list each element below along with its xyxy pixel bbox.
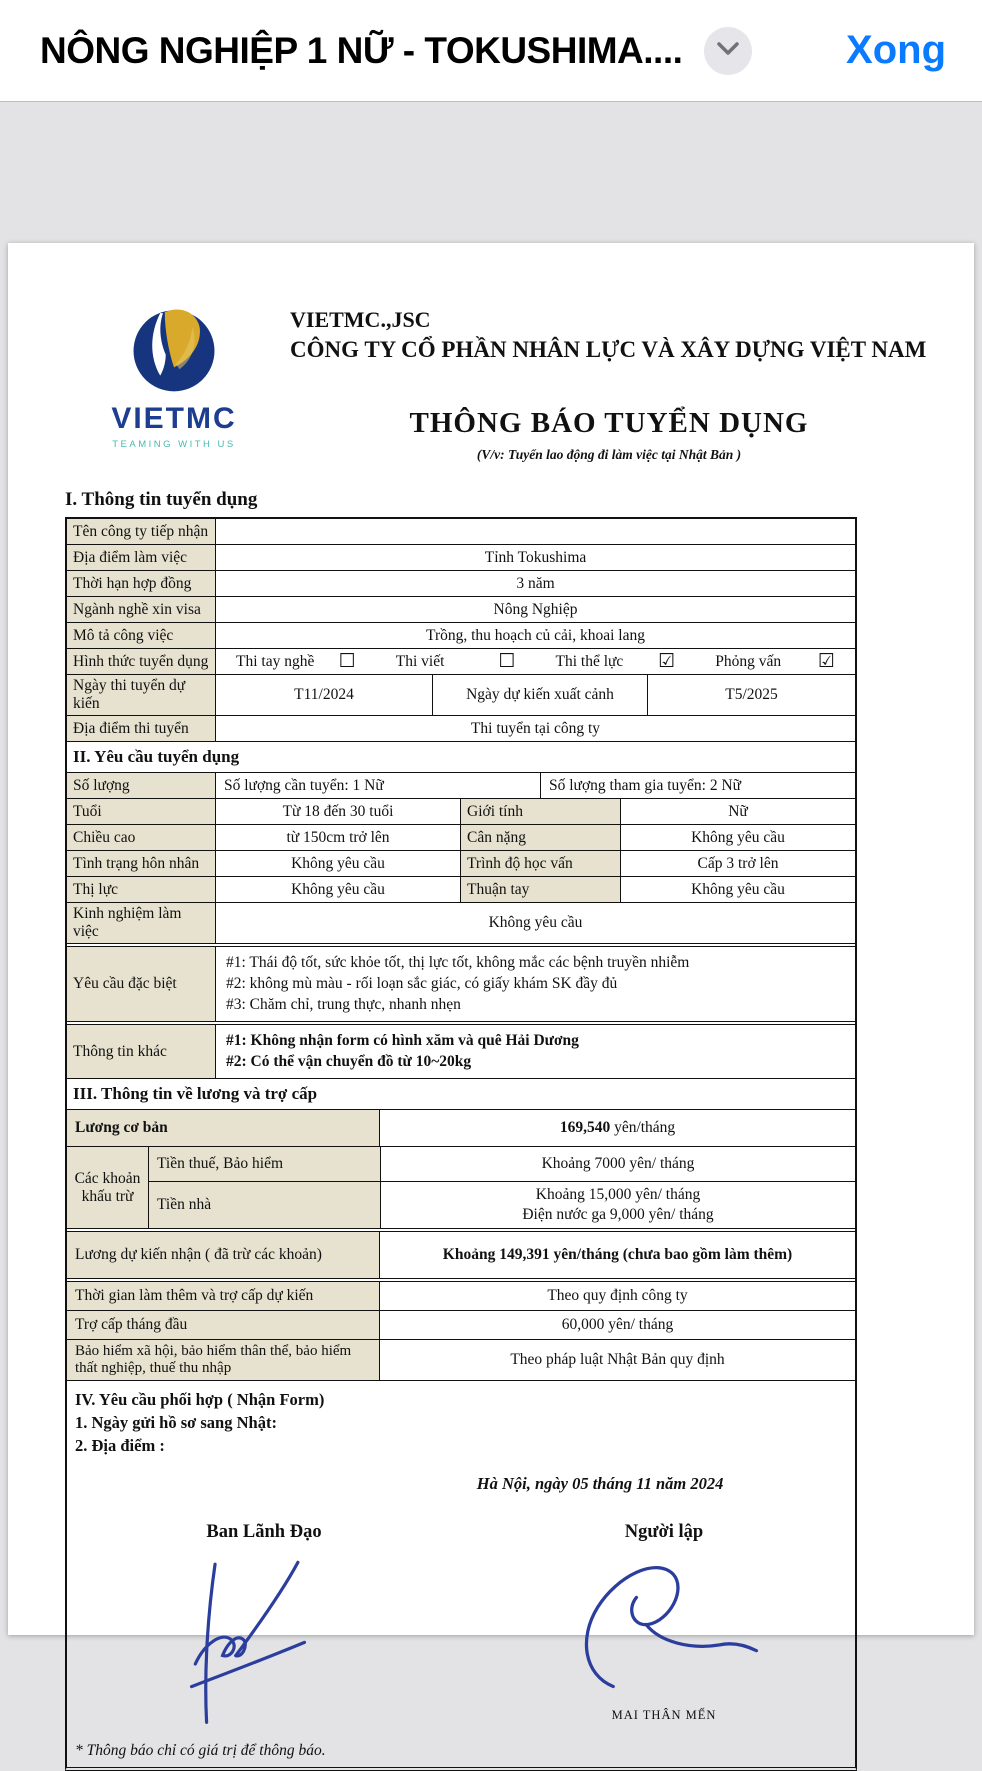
weight-value: Không yêu cầu: [620, 825, 855, 850]
left-signature-icon: [119, 1551, 409, 1734]
education-value: Cấp 3 trở lên: [620, 851, 855, 876]
row-experience: [67, 902, 855, 943]
recruitment-format-label: Hình thức tuyển dụng: [67, 649, 215, 674]
row-deductions: [67, 1146, 855, 1228]
overtime-label: Thời gian làm thêm và trợ cấp dự kiến: [67, 1282, 379, 1310]
first-month-allowance-label: Trợ cấp tháng đầu: [67, 1311, 379, 1339]
first-month-allowance-value: 60,000 yên/ tháng: [379, 1311, 855, 1339]
tax-insurance-label: Tiền thuế, Bảo hiểm: [149, 1147, 380, 1181]
announcement-title: THÔNG BÁO TUYỂN DỤNG: [409, 407, 809, 439]
overtime-value: Theo quy định công ty: [379, 1282, 855, 1310]
education-label: Trình độ học vấn: [460, 851, 620, 876]
housing-label: Tiền nhà: [149, 1182, 380, 1228]
visa-industry-value: Nông Nghiệp: [215, 597, 855, 622]
contract-term-value: 3 năm: [215, 571, 855, 596]
signature-area: [67, 1522, 855, 1734]
special-requirements-value: [215, 947, 855, 1021]
title-dropdown-button[interactable]: [704, 27, 752, 75]
base-salary-unit: yên/tháng: [610, 1119, 676, 1136]
row-age-gender: [67, 798, 855, 824]
document-page: [8, 243, 974, 1759]
job-description-label: Mô tả công việc: [67, 623, 215, 648]
receiving-company-label: Tên công ty tiếp nhận: [67, 519, 215, 544]
quantity-participating: Số lượng tham gia tuyển: 2 Nữ: [540, 773, 855, 798]
gender-value: Nữ: [620, 799, 855, 824]
work-location-label: Địa điểm làm việc: [67, 545, 215, 570]
insurance-value: Theo pháp luật Nhật Bản quy định: [379, 1340, 855, 1380]
gender-label: Giới tính: [460, 799, 620, 824]
section4-line2: 2. Địa điểm :: [75, 1436, 165, 1455]
height-label: Chiều cao: [67, 825, 215, 850]
other-info-label: Thông tin khác: [67, 1025, 215, 1078]
other-info-value: [215, 1025, 855, 1078]
checkbox-checked-icon: ☑: [658, 650, 676, 672]
left-signer-block: [119, 1522, 409, 1734]
experience-value: Không yêu cầu: [215, 903, 855, 943]
marital-label: Tình trạng hôn nhân: [67, 851, 215, 876]
insurance-label: Bảo hiểm xã hội, bảo hiểm thân thể, bảo hiểm thất nghiệp, thuế thu nhập: [67, 1340, 379, 1380]
date-line: Hà Nội, ngày 05 tháng 11 năm 2024: [476, 1474, 724, 1493]
row-height-weight: [67, 824, 855, 850]
row-insurance: [67, 1339, 855, 1380]
deductions-label: Các khoản khấu trừ: [67, 1147, 148, 1228]
checkbox-unchecked-icon: ☐: [338, 650, 356, 672]
footnote: * Thông báo chỉ có giá trị để thông báo.: [75, 1742, 326, 1759]
logo-brand-text: VIETMC: [111, 402, 237, 435]
housing-value-line: Khoảng 15,000 yên/ tháng: [535, 1186, 701, 1203]
hand-value: Không yêu cầu: [620, 877, 855, 902]
special-requirement-item: #2: không mù màu - rối loạn sắc giác, có giấy khám SK đầy đủ: [226, 975, 618, 992]
section3-heading: III. Thông tin về lương và trợ cấp: [67, 1078, 855, 1109]
right-signature-icon: [519, 1551, 809, 1706]
other-info-item: #2: Có thể vận chuyển đồ từ 10~20kg: [226, 1053, 472, 1070]
format-option-label: Thi thể lực: [555, 652, 624, 670]
exam-date-label: Ngày thi tuyển dự kiến: [67, 675, 215, 715]
other-info-item: #1: Không nhận form có hình xăm và quê Hải Dương: [226, 1032, 579, 1049]
row-exam-date: [67, 674, 855, 715]
row-contract-term: [67, 570, 855, 596]
left-signer-title: Ban Lãnh Đạo: [206, 1522, 322, 1542]
row-work-location: [67, 544, 855, 570]
section4-heading: IV. Yêu cầu phối hợp ( Nhận Form): [75, 1390, 325, 1409]
housing-value: [380, 1182, 855, 1228]
row-housing: [149, 1181, 855, 1228]
quantity-needed: Số lượng cần tuyển: 1 Nữ: [215, 773, 540, 798]
letterhead-text: [290, 297, 928, 463]
format-option-label: Thi viết: [395, 652, 445, 670]
format-option-label: Thi tay nghề: [236, 652, 315, 670]
document-canvas[interactable]: [0, 102, 982, 1759]
row-special-requirements: [67, 943, 855, 1021]
row-first-month-allowance: [67, 1310, 855, 1339]
row-job-description: [67, 622, 855, 648]
format-option-skill-test: [216, 649, 376, 674]
weight-label: Cân nặng: [460, 825, 620, 850]
logo-tagline: TEAMING WITH US: [112, 439, 236, 450]
vietmc-logo-mark: [58, 303, 290, 400]
row-net-salary: [67, 1228, 855, 1278]
net-salary-value: Khoảng 149,391 yên/tháng (chưa bao gồm làm thêm): [379, 1232, 855, 1278]
receiving-company-value: [215, 519, 855, 544]
recruitment-form-table: [65, 517, 857, 1771]
marital-value: Không yêu cầu: [215, 851, 460, 876]
visa-industry-label: Ngành nghề xin visa: [67, 597, 215, 622]
row-vision-hand: [67, 876, 855, 902]
exam-place-value: Thi tuyển tại công ty: [215, 716, 855, 741]
right-signer-block: [519, 1522, 809, 1734]
departure-date-label: Ngày dự kiến xuất cảnh: [432, 675, 647, 715]
format-option-interview: [695, 649, 855, 674]
section4-line1: 1. Ngày gửi hồ sơ sang Nhật:: [75, 1413, 277, 1432]
hand-label: Thuận tay: [460, 877, 620, 902]
job-description-value: Trồng, thu hoạch củ cải, khoai lang: [215, 623, 855, 648]
right-signer-title: Người lập: [624, 1522, 704, 1542]
row-visa-industry: [67, 596, 855, 622]
vietmc-logo: [58, 297, 290, 463]
section1-heading: I. Thông tin tuyển dụng: [65, 489, 258, 510]
exam-place-label: Địa điểm thi tuyển: [67, 716, 215, 741]
age-value: Từ 18 đến 30 tuổi: [215, 799, 460, 824]
navigation-bar: [0, 0, 982, 102]
special-requirement-item: #3: Chăm chỉ, trung thực, nhanh nhẹn: [226, 996, 461, 1013]
company-short-name: VIETMC.,JSC: [290, 307, 431, 332]
company-full-name: CÔNG TY CỔ PHẦN NHÂN LỰC VÀ XÂY DỰNG VIỆT NAM: [290, 337, 927, 362]
experience-label: Kinh nghiệm làm việc: [67, 903, 215, 943]
row-tax-insurance: [149, 1147, 855, 1181]
row-quantity: [67, 772, 855, 798]
deductions-rows: [148, 1147, 855, 1228]
height-value: từ 150cm trở lên: [215, 825, 460, 850]
row-exam-place: [67, 715, 855, 741]
row-other-info: [67, 1021, 855, 1078]
row-base-salary: [67, 1109, 855, 1146]
housing-value-line: Điện nước ga 9,000 yên/ tháng: [522, 1206, 714, 1223]
format-option-written-test: [376, 649, 536, 674]
right-signer-name: MAI THÂN MẾN: [611, 1708, 717, 1722]
departure-date-value: T5/2025: [647, 675, 855, 715]
row-marital-education: [67, 850, 855, 876]
special-requirements-label: Yêu cầu đặc biệt: [67, 947, 215, 1021]
format-option-label: Phỏng vấn: [715, 652, 782, 670]
announcement-subtitle: (V/v: Tuyển lao động đi làm việc tại Nhật Bản ): [476, 447, 742, 462]
vision-value: Không yêu cầu: [215, 877, 460, 902]
format-option-physical-test: [536, 649, 696, 674]
age-label: Tuổi: [67, 799, 215, 824]
exam-date-value: T11/2024: [215, 675, 432, 715]
section2-heading: II. Yêu cầu tuyển dụng: [67, 741, 855, 772]
checkbox-unchecked-icon: ☐: [498, 650, 516, 672]
vision-label: Thị lực: [67, 877, 215, 902]
letterhead: [8, 297, 974, 463]
quantity-label: Số lượng: [67, 773, 215, 798]
special-requirement-item: #1: Thái độ tốt, sức khỏe tốt, thị lực tốt, không mắc các bệnh truyền nhiễm: [226, 954, 690, 971]
row-receiving-company: [67, 519, 855, 544]
document-title: NÔNG NGHIỆP 1 NỮ - TOKUSHIMA....: [40, 29, 683, 71]
checkbox-checked-icon: ☑: [817, 650, 835, 672]
tax-insurance-value: Khoảng 7000 yên/ tháng: [380, 1147, 855, 1181]
contract-term-label: Thời hạn hợp đồng: [67, 571, 215, 596]
row-overtime: [67, 1278, 855, 1310]
base-salary-amount: 169,540: [559, 1119, 611, 1136]
base-salary-label: Lương cơ bản: [67, 1110, 379, 1146]
done-button[interactable]: Xong: [840, 27, 952, 74]
chevron-down-icon: [717, 42, 739, 59]
base-salary-value: [379, 1110, 855, 1146]
work-location-value: Tỉnh Tokushima: [215, 545, 855, 570]
recruitment-format-options: [215, 649, 855, 674]
row-recruitment-format: [67, 648, 855, 674]
section4: [67, 1380, 855, 1456]
net-salary-label: Lương dự kiến nhận ( đã trừ các khoản): [67, 1232, 379, 1278]
